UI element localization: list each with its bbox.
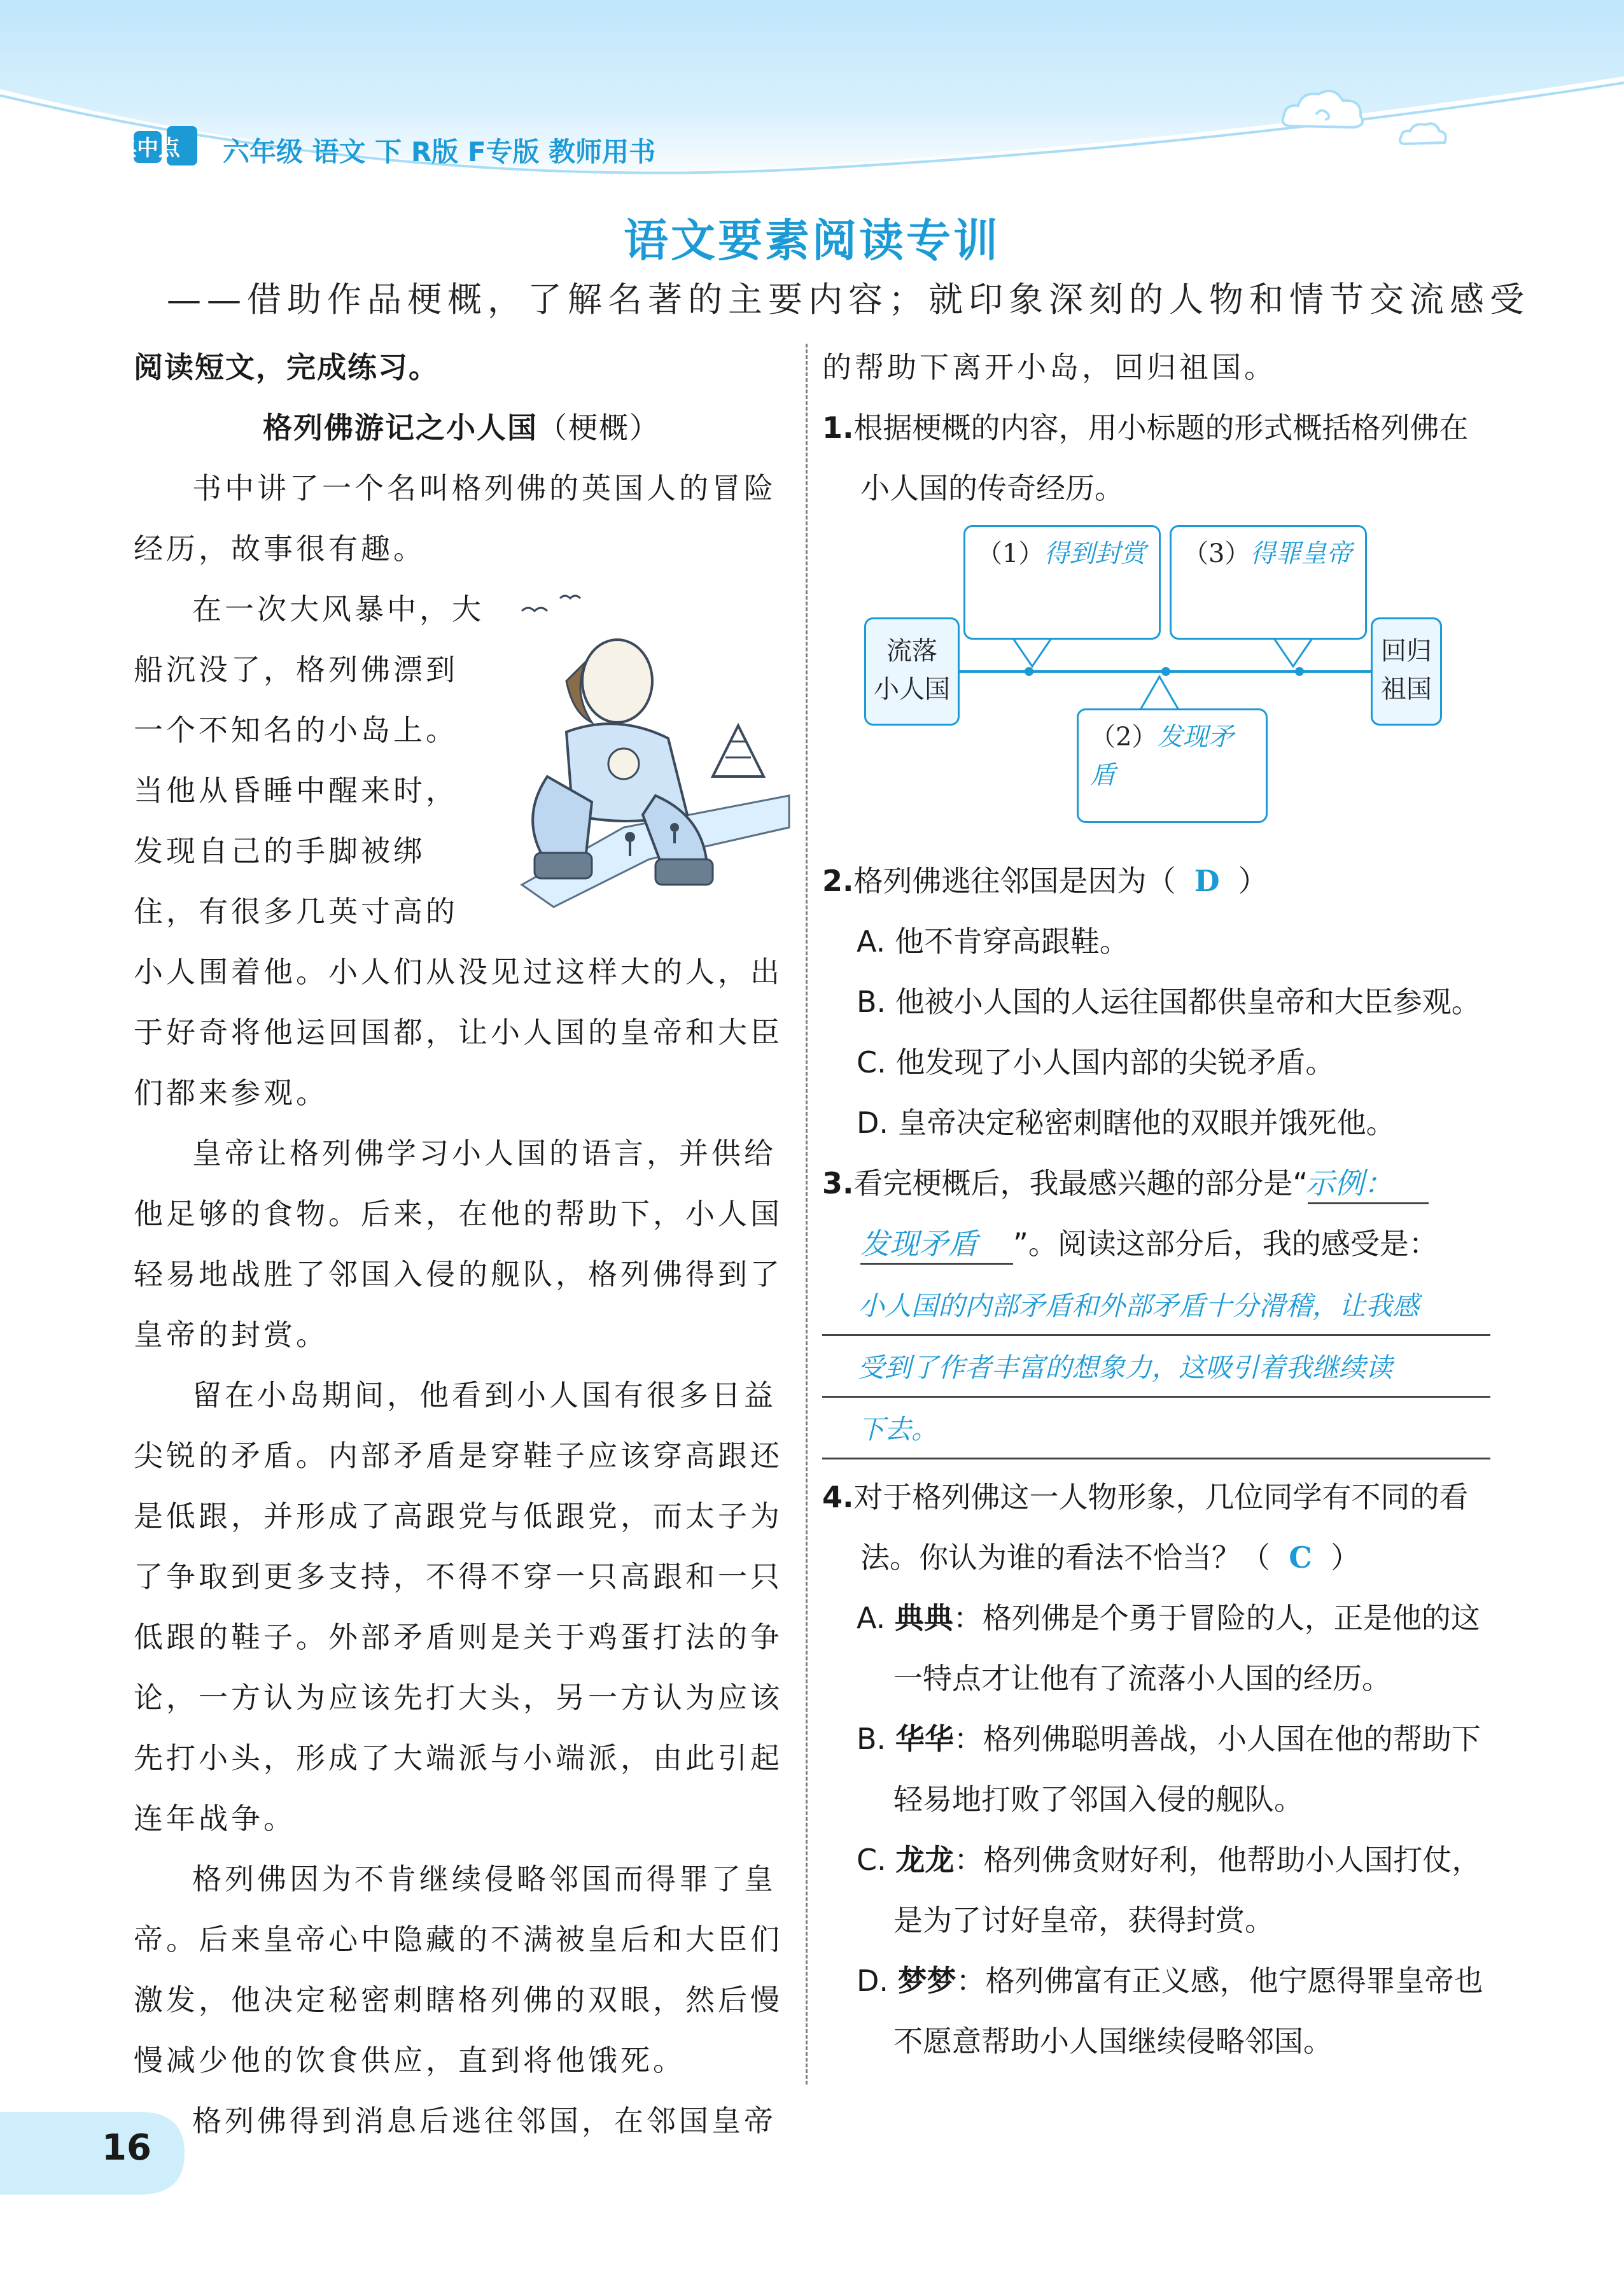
option-text: ：格列佛富有正义感，他宁愿得罪皇帝也不愿意帮助小人国继续侵略邻国。: [893, 1964, 1483, 2058]
paragraph-1: 书中讲了一个名叫格列佛的英国人的冒险经历，故事很有趣。: [134, 471, 776, 566]
gulliver-illustration: [496, 586, 789, 910]
question-4-text: 对于格列佛这一人物形象，几位同学有不同的看法。你认为谁的看法不恰当？（: [853, 1480, 1469, 1575]
question-3-text-before: 看完梗概后，我最感兴趣的部分是“: [853, 1166, 1308, 1200]
paragraph-2: [134, 579, 789, 1123]
question-2-number: 2.: [822, 864, 854, 898]
question-2: [822, 851, 1490, 911]
question-1-diagram: [822, 525, 1490, 856]
passage-continuation: 的帮助下离开小岛，回归祖国。: [822, 350, 1277, 384]
paragraph-2-text: 在一次大风暴中，大船沉没了，格列佛漂到一个不知名的小岛上。当他从昏睡中醒来时，发现自己的手脚被绑住，有很多几英寸高的小人围着他。小人们从没见过这样大的人，出于好奇将他运回国都，让小人国的皇帝和大臣们都来参观。: [134, 592, 783, 1110]
option-text: ：格列佛贪财好利，他帮助小人国打仗，是为了讨好皇帝，获得封赏。: [893, 1843, 1481, 1937]
question-2-option-a: A. 他不肯穿高跟鞋。: [857, 924, 1129, 959]
question-2-option-c: C. 他发现了小人国内部的尖锐矛盾。: [857, 1045, 1335, 1079]
option-letter: B.: [857, 1722, 886, 1756]
question-1-number: 1.: [822, 411, 854, 445]
story-title-text: 格列佛游记之小人国: [263, 411, 538, 445]
option-letter: A.: [857, 1601, 886, 1635]
end-line2: 祖国: [1381, 675, 1432, 704]
page-title: 语文要素阅读专训: [624, 214, 1000, 267]
diagram-end-box: [1371, 617, 1442, 726]
cloud-icon: [1397, 118, 1448, 150]
question-4-option-b: [822, 1709, 1490, 1830]
question-3-line2: [822, 1214, 1490, 1274]
question-3-text-after: ”。阅读这部分后，我的感受是：: [1013, 1227, 1438, 1261]
diagram-bubble-3: [1170, 525, 1367, 640]
question-2-close: ）: [1238, 864, 1268, 898]
option-speaker: 华华: [895, 1722, 954, 1756]
end-line1: 回归: [1381, 636, 1432, 666]
question-2-option-b: B. 他被小人国的人运往国都供皇帝和大臣参观。: [857, 985, 1481, 1019]
paragraph-3: 皇帝让格列佛学习小人国的语言，并供给他足够的食物。后来，在他的帮助下，小人国轻易地战胜了邻国入侵的舰队，格列佛得到了皇帝的封赏。: [134, 1136, 783, 1352]
question-1-text: 根据梗概的内容，用小标题的形式概括格列佛在小人国的传奇经历。: [853, 411, 1469, 505]
question-3-number: 3.: [822, 1166, 854, 1200]
questions: [822, 337, 1490, 2072]
question-3-answer-part1: 示例：: [1308, 1164, 1429, 1204]
instruction: 阅读短文，完成练习。: [134, 350, 439, 384]
option-letter: C.: [857, 1843, 886, 1877]
question-1: [822, 398, 1490, 519]
option-text: ：格列佛聪明善战，小人国在他的帮助下轻易地打败了邻国入侵的舰队。: [893, 1722, 1481, 1817]
column-divider: [806, 344, 808, 2085]
question-3-feeling: [822, 1278, 1490, 1459]
paragraph-4: 留在小岛期间，他看到小人国有很多日益尖锐的矛盾。内部矛盾是穿鞋子应该穿高跟还是低跟，并形成了高跟党与低跟党，而太子为了争取到更多支持，不得不穿一只高跟和一只低跟的鞋子。外部矛盾则是关于鸡蛋打法的争论，一方认为应该先打大头，另一方认为应该先打小头，形成了大端派与小端派，由此引起连年战争。: [134, 1378, 783, 1836]
option-text: ：格列佛是个勇于冒险的人，正是他的这一特点才让他有了流落小人国的经历。: [893, 1601, 1480, 1696]
paragraph-6: 格列佛得到消息后逃往邻国，在邻国皇帝: [192, 2104, 776, 2138]
question-4: [822, 1467, 1490, 1588]
option-speaker: 龙龙: [895, 1843, 955, 1877]
bubble-2-answer: 发现矛盾: [1090, 722, 1234, 790]
story-title: [134, 398, 789, 458]
question-4-option-a: [822, 1588, 1490, 1709]
page-number-badge: [0, 2112, 191, 2195]
question-3-answer-part2: 发现矛盾: [860, 1225, 1013, 1265]
option-speaker: 梦梦: [897, 1964, 956, 1998]
diagram-bubble-2: [1077, 708, 1268, 823]
start-line2: 小人国: [874, 675, 950, 704]
diagram-start-box: [864, 617, 960, 726]
bubble-1-num: （1）: [977, 539, 1044, 568]
question-4-option-d: [822, 1951, 1490, 2072]
feeling-line-1: 小人国的内部矛盾和外部矛盾十分滑稽，让我感: [822, 1278, 1490, 1336]
page-number: 16: [102, 2127, 151, 2169]
bubble-3-answer: 得罪皇帝: [1250, 539, 1352, 568]
bubble-3-num: （3）: [1183, 539, 1250, 568]
paragraph-5: 格列佛因为不肯继续侵略邻国而得罪了皇帝。后来皇帝心中隐藏的不满被皇后和大臣们激发，他决定秘密刺瞎格列佛的双眼，然后慢慢减少他的饮食供应，直到将他饿死。: [134, 1862, 783, 2078]
question-2-text: 格列佛逃往邻国是因为（: [853, 864, 1176, 898]
question-4-answer: C: [1289, 1540, 1312, 1575]
bubble-1-answer: 得到封赏: [1044, 539, 1146, 568]
diagram-bubble-1: [963, 525, 1161, 640]
start-line1: 流落: [886, 636, 937, 666]
question-4-option-c: [822, 1830, 1490, 1951]
question-4-number: 4.: [822, 1480, 854, 1514]
page-subtitle: ——借助作品梗概，了解名著的主要内容；就印象深刻的人物和情节交流感受: [167, 279, 1530, 320]
series-label: 六年级 语文 下 R版 F专版 教师用书: [223, 136, 656, 167]
story-title-note: （梗概）: [538, 411, 660, 445]
option-speaker: 典典: [894, 1601, 953, 1635]
feeling-line-3: 下去。: [822, 1402, 1490, 1459]
option-letter: D.: [857, 1964, 889, 1998]
cloud-icon: [1279, 81, 1368, 139]
question-2-option-d: D. 皇帝决定秘密刺瞎他的双眼并饿死他。: [857, 1106, 1396, 1140]
feeling-line-2: 受到了作者丰富的想象力，这吸引着我继续读: [822, 1340, 1490, 1398]
question-4-close: ）: [1331, 1540, 1361, 1575]
question-3: [822, 1153, 1490, 1214]
bubble-2-num: （2）: [1090, 722, 1158, 752]
brand-text: 典中点: [115, 136, 180, 161]
question-2-answer: D: [1194, 864, 1220, 898]
reading-passage: [134, 337, 789, 2151]
brand-logo-icon: [115, 122, 201, 173]
